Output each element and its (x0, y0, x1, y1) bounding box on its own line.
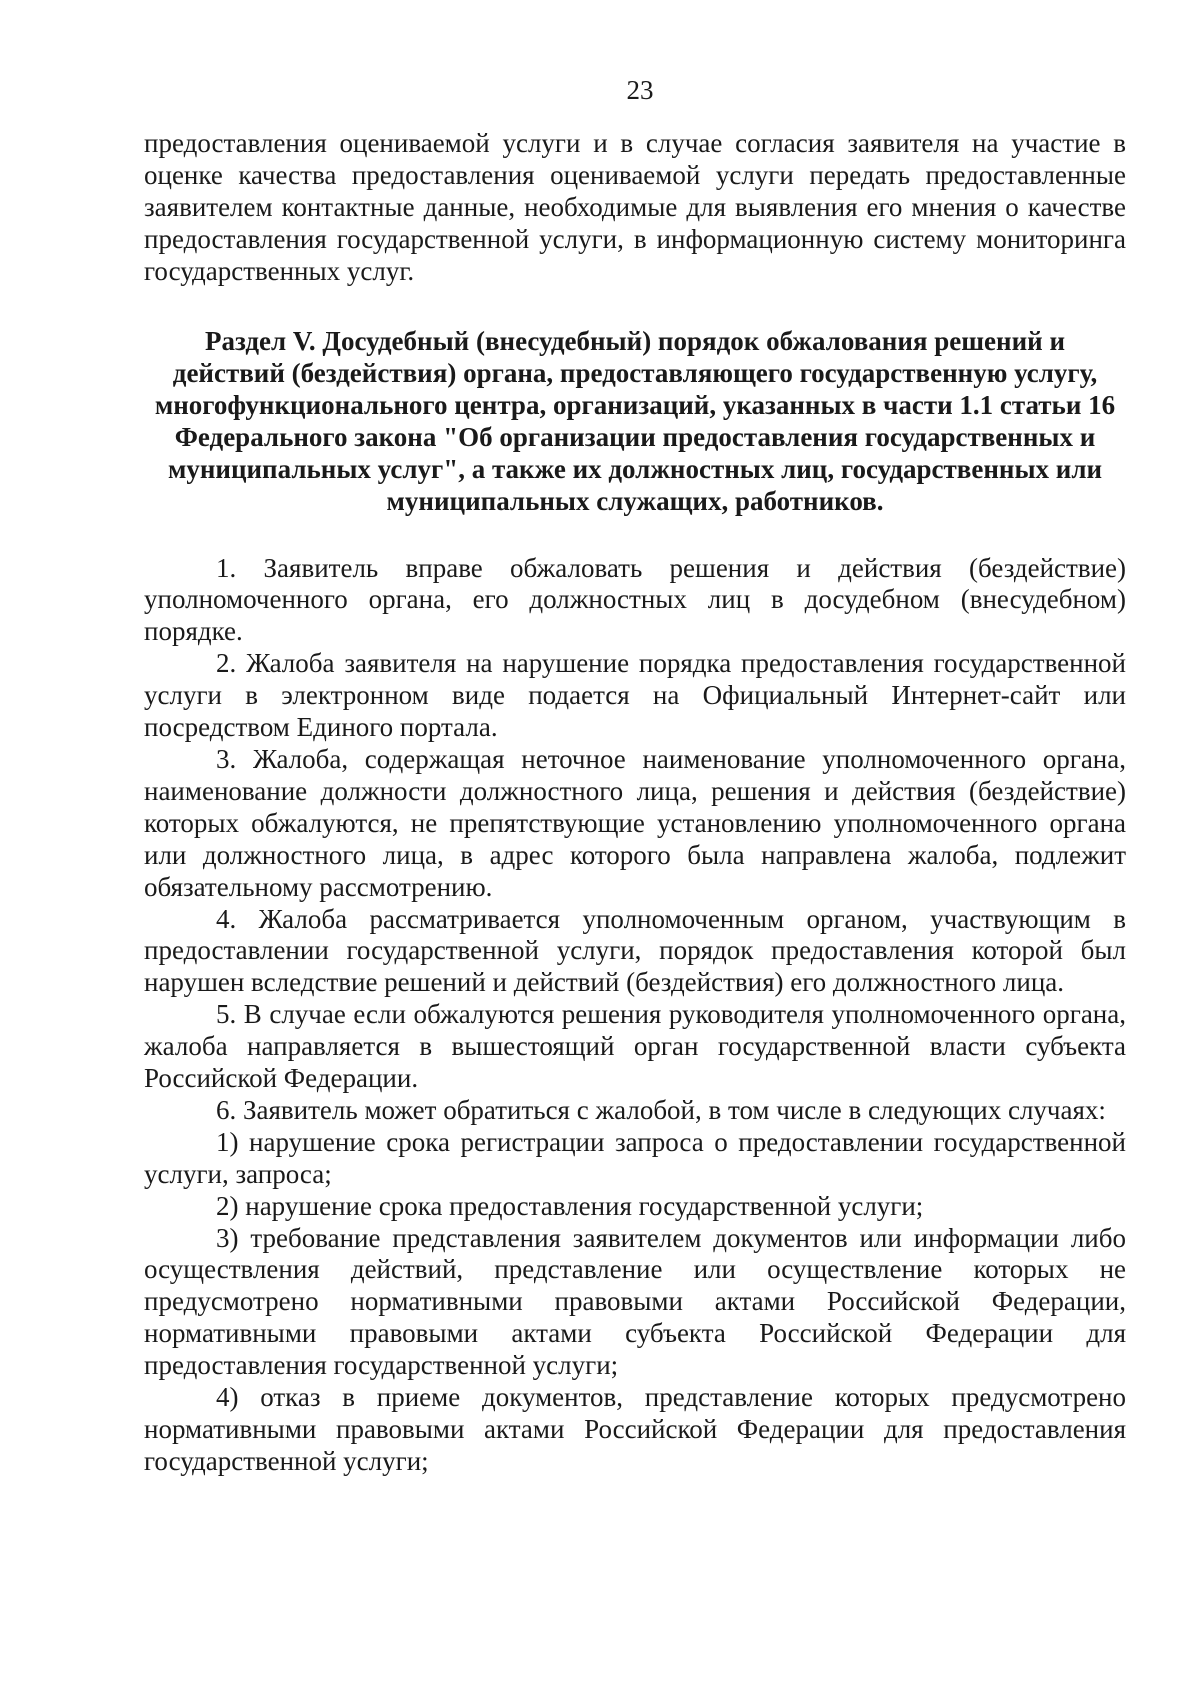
paragraph-6: 6. Заявитель может обратиться с жалобой, в том числе в следующих случаях: (216, 1094, 1106, 1125)
paragraph-1: 1. Заявитель вправе обжаловать решения и действия (бездействие) уполномоченного органа, его должностных лиц в досудебном (внесудебном) порядке. (144, 552, 1126, 647)
list-item-3: 3) требование представления заявителем документов или информации либо осуществления действий, представление или осуществление которых не предусмотрено нормативными правовыми актами Российской Федерации, нормативными правовыми актами субъекта Российской Федерации для предоставления государственной услуги; (144, 1222, 1126, 1381)
paragraph-4: 4. Жалоба рассматривается уполномоченным органом, участвующим в предоставлении государственной услуги, порядок предоставления которой был нарушен вследствие решений и действий (бездействия) его должностного лица. (144, 903, 1126, 998)
intro-paragraph: предоставления оцениваемой услуги и в случае согласия заявителя на участие в оценке качества предоставления оцениваемой услуги передать предоставленные заявителем контактные данные, необходимые для выявления его мнения о качестве предоставления государственной услуги, в информационную систему мониторинга государственных услуг. (144, 128, 1126, 286)
paragraph-3: 3. Жалоба, содержащая неточное наименование уполномоченного органа, наименование должности должностного лица, решения и действия (бездействие) которых обжалуются, не препятствующие установлению уполномоченного органа или должностного лица, в адрес которого была направлена жалоба, подлежит обязательному рассмотрению. (144, 743, 1126, 902)
section-title: Раздел V. Досудебный (внесудебный) порядок обжалования решений и действий (бездействия) органа, предоставляющего государственную услугу, многофункционального центра, организаций, указанных в части 1.1 статьи 16 Федерального закона "Об организации предоставления государственных и муниципальных услуг", а также их должностных лиц, государственных или муниципальных служащих, работников. (154, 325, 1116, 516)
list-item-4: 4) отказ в приеме документов, представление которых предусмотрено нормативными правовыми актами Российской Федерации для предоставления государственной услуги; (144, 1382, 1126, 1476)
page-number: 23 (626, 75, 654, 105)
list-item-2: 2) нарушение срока предоставления государственной услуги; (216, 1190, 924, 1221)
list-item-1: 1) нарушение срока регистрации запроса о предоставлении государственной услуги, запроса; (144, 1126, 1126, 1189)
paragraph-5: 5. В случае если обжалуются решения руководителя уполномоченного органа, жалоба направляется в вышестоящий орган государственной власти субъекта Российской Федерации. (144, 999, 1126, 1094)
paragraph-2: 2. Жалоба заявителя на нарушение порядка предоставления государственной услуги в электронном виде подается на Официальный Интернет-сайт или посредством Единого портала. (144, 648, 1126, 743)
document-body (144, 128, 1126, 1478)
